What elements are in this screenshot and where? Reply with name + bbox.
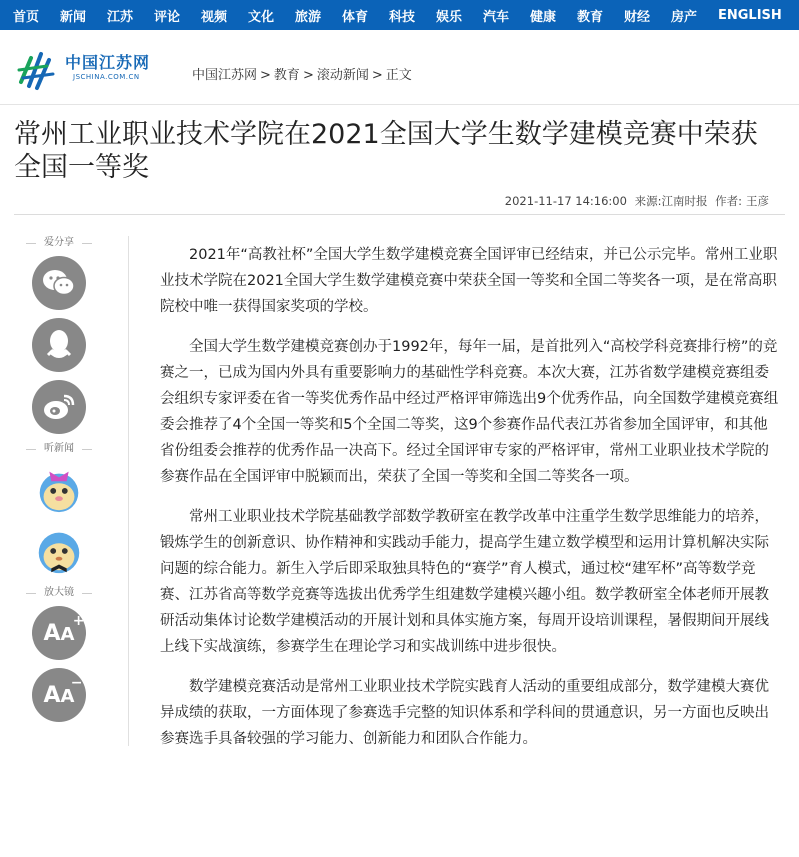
nav-item-culture[interactable]: 文化 [248,9,275,25]
nav-item-education[interactable]: 教育 [577,9,604,25]
article-meta [501,193,769,209]
article-source: 江南时报 [661,194,708,208]
font-increase-icon: AA + [43,612,85,646]
site-logo[interactable] [17,48,167,92]
nav-item-sports[interactable]: 体育 [342,9,369,25]
zoom-label: 放大镜 [30,586,88,600]
wechat-icon [42,268,76,298]
weibo-icon [42,392,76,422]
logo-text: 中国江苏网 [65,53,151,72]
font-decrease-button[interactable] [32,668,86,722]
nav-item-english[interactable]: ENGLISH [718,7,782,23]
article-paragraph: 常州工业职业技术学院基础教学部数学教研室在教学改革中注重学生数学思维能力的培养，锻炼学生的创新意识、协作精神和实践动手能力，提高学生建立数学模型和运用计算机解决实际问题的综合能力。新生入学后即采取独具特色的“赛学”育人模式，通过校“建军杯”高等数学竞赛、江苏省高等数学竞赛等选拔出优秀学生组建数学建模兴趣小组。数学教研室全体老师开展教研活动集体讨论数学建模活动的开展计划和具体实施方案，每周开设培训课程，暑假期间开展线上线下实战演练，参赛学生在理论学习和实战训练中进步很快。 [160,509,769,655]
nav-item-tech[interactable]: 科技 [389,9,416,25]
nav-item-entertainment[interactable]: 娱乐 [436,9,463,25]
article-paragraph: 数学建模竞赛活动是常州工业职业技术学院实践育人活动的重要组成部分，数学建模大赛优异成绩的获取，一方面体现了参赛选手完整的知识体系和学科间的贯通意识，另一方面也反映出参赛选手具备较强的学习能力、创新能力和团队合作能力。 [160,679,769,747]
meta-divider [14,214,785,215]
article-title: 常州工业职业技术学院在2021全国大学生数学建模竞赛中荣获全国一等奖 [14,119,758,183]
nav-item-news[interactable]: 新闻 [60,9,87,25]
font-decrease-icon: AA − [43,674,83,708]
article-paragraph: 全国大学生数学建模竞赛创办于1992年，每年一届，是首批列入“高校学科竞赛排行榜”的竞赛之一，已成为国内外具有重要影响力的基础性学科竞赛。本次大赛，江苏省数学建模竞赛组委会组织专家评委在省一等奖优秀作品中经过严格评审筛选出9个优秀作品，向全国数学建模竞赛组委会推荐了4个全国一等奖和5个全国二等奖，这9个参赛作品代表江苏省参加全国评审，和其他省份组委会推荐的优秀作品一决高下。经过全国评审专家的严格评审，常州工业职业技术学院的参赛作品在全国评审中脱颖而出，荣获了全国一等奖和全国二等奖各一项。 [160,339,779,485]
nav-item-comment[interactable]: 评论 [154,9,181,25]
side-tools [30,236,88,730]
nav-item-home[interactable]: 首页 [13,9,40,25]
nav-item-health[interactable]: 健康 [530,9,557,25]
nav-item-realestate[interactable]: 房产 [671,9,698,25]
article-paragraph: 2021年“高教社杯”全国大学生数学建模竞赛全国评审已经结束，并已公示完毕。常州工业职业技术学院在2021全国大学生数学建模竞赛中荣获全国一等奖和全国二等奖各一项，是在常高职院校中唯一获得国家奖项的学校。 [160,247,778,315]
author-label: 作者: [715,194,742,208]
breadcrumb-sep: > [371,68,383,83]
article-author: 王彦 [746,194,769,208]
nav-item-finance[interactable]: 财经 [624,9,651,25]
qq-share-button[interactable] [32,318,86,372]
article-date: 2021-11-17 14:16:00 [504,194,627,208]
article-body [160,242,780,766]
male-voice-button[interactable] [32,524,86,578]
logo-mark-icon [17,48,61,92]
male-voice-icon [32,523,86,579]
female-voice-icon [32,461,86,517]
breadcrumb-education[interactable]: 教育 [273,68,300,83]
breadcrumb-rolling-news[interactable]: 滚动新闻 [316,68,369,83]
breadcrumb-home[interactable]: 中国江苏网 [192,68,258,83]
nav-item-jiangsu[interactable]: 江苏 [107,9,134,25]
breadcrumb-sep: > [302,68,314,83]
font-increase-button[interactable] [32,606,86,660]
listen-label: 听新闻 [30,442,88,456]
wechat-share-button[interactable] [32,256,86,310]
qq-icon [46,329,72,361]
nav-item-auto[interactable]: 汽车 [483,9,510,25]
logo-subtext: JSCHINA.COM.CN [73,73,140,81]
weibo-share-button[interactable] [32,380,86,434]
breadcrumb-current: 正文 [385,68,412,83]
share-label: 爱分享 [30,236,88,250]
breadcrumb [192,64,412,83]
side-divider [128,236,129,746]
top-nav [0,0,799,30]
breadcrumb-sep: > [260,68,271,83]
nav-item-video[interactable]: 视频 [201,9,228,25]
female-voice-button[interactable] [32,462,86,516]
nav-item-travel[interactable]: 旅游 [295,9,322,25]
header-divider [0,104,799,105]
site-header [0,30,799,105]
source-label: 来源: [634,194,662,208]
